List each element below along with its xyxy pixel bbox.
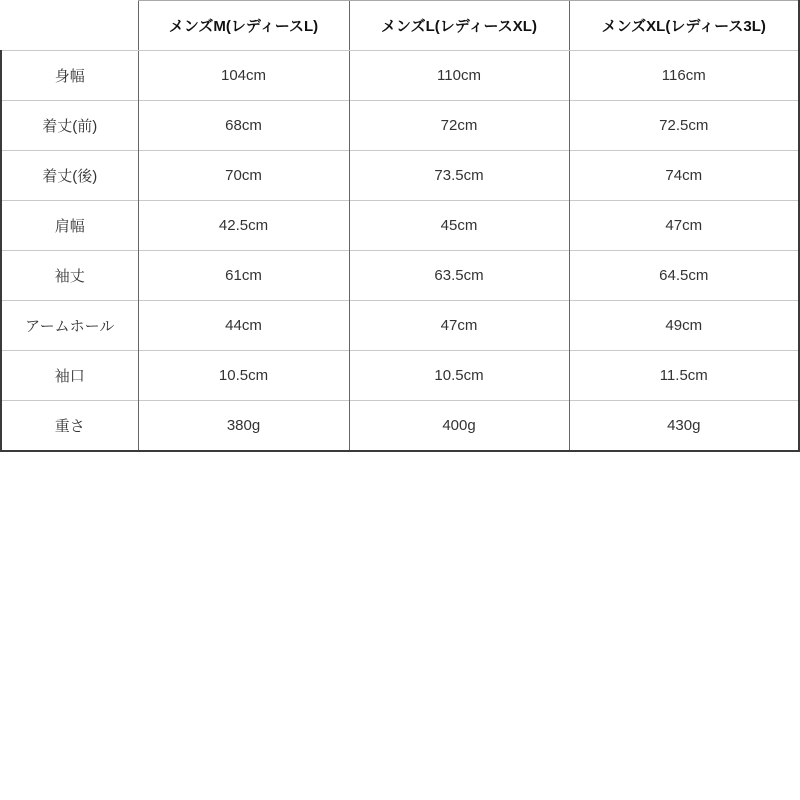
corner-cell [1,1,138,51]
value-cell: 430g [569,401,799,452]
row-label: 重さ [1,401,138,452]
row-label: 袖丈 [1,251,138,301]
row-label: 身幅 [1,51,138,101]
row-label: 着丈(前) [1,101,138,151]
value-cell: 68cm [138,101,349,151]
value-cell: 47cm [349,301,569,351]
value-cell: 72cm [349,101,569,151]
value-cell: 110cm [349,51,569,101]
table-row [1,351,799,401]
value-cell: 72.5cm [569,101,799,151]
table-row [1,301,799,351]
value-cell: 10.5cm [138,351,349,401]
header-row [1,1,799,51]
value-cell: 400g [349,401,569,452]
value-cell: 70cm [138,151,349,201]
column-header: メンズL(レディースXL) [349,1,569,51]
table-head [1,1,799,51]
value-cell: 11.5cm [569,351,799,401]
table-body [1,51,799,452]
value-cell: 63.5cm [349,251,569,301]
row-label: 着丈(後) [1,151,138,201]
value-cell: 47cm [569,201,799,251]
column-header: メンズM(レディースL) [138,1,349,51]
value-cell: 104cm [138,51,349,101]
value-cell: 74cm [569,151,799,201]
table-row [1,151,799,201]
table-row [1,101,799,151]
table-row [1,401,799,452]
value-cell: 44cm [138,301,349,351]
value-cell: 45cm [349,201,569,251]
value-cell: 10.5cm [349,351,569,401]
value-cell: 49cm [569,301,799,351]
table-row [1,201,799,251]
row-label: アームホール [1,301,138,351]
row-label: 肩幅 [1,201,138,251]
value-cell: 61cm [138,251,349,301]
value-cell: 116cm [569,51,799,101]
column-header: メンズXL(レディース3L) [569,1,799,51]
row-label: 袖口 [1,351,138,401]
value-cell: 73.5cm [349,151,569,201]
value-cell: 42.5cm [138,201,349,251]
table-row [1,51,799,101]
value-cell: 380g [138,401,349,452]
value-cell: 64.5cm [569,251,799,301]
table-row [1,251,799,301]
